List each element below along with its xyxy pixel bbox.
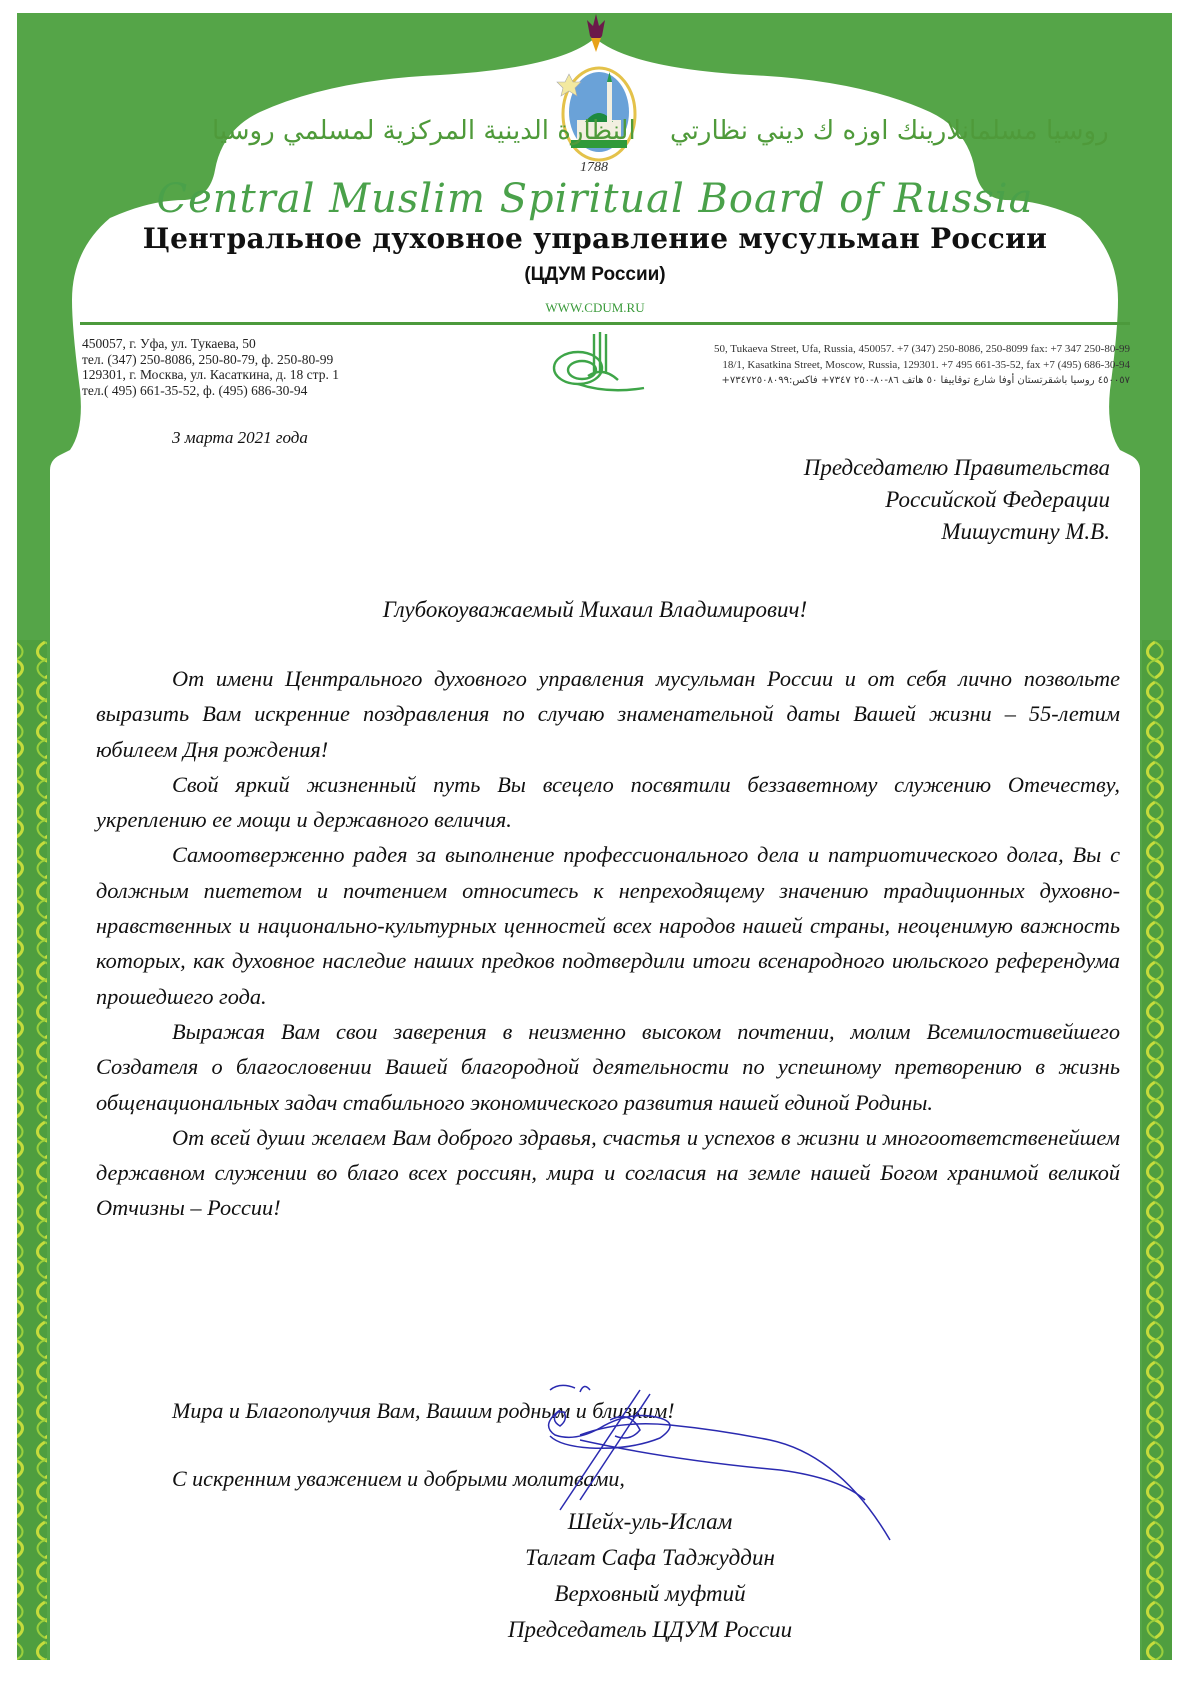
- title-abbreviation: (ЦДУМ России): [524, 264, 666, 285]
- body-paragraph: От имени Центрального духовного управления мусульман России и от себя лично позвольте выразить Вам искренние поздравления по случаю знаменательной даты Вашей жизни – 55-летим юбилеем Дня рождения!: [96, 666, 1120, 762]
- closing-wish: Мира и Благополучия Вам, Вашим родным и близким!: [172, 1398, 675, 1423]
- signatory-name: Талгат Сафа Таджуддин: [525, 1545, 775, 1570]
- founded-year: 1788: [580, 160, 608, 175]
- addressee-line: Российской Федерации: [885, 487, 1110, 512]
- dome-finial-icon: [585, 14, 607, 54]
- body-paragraph: Выражая Вам свои заверения в неизменно высоком почтении, молим Всемилостивейшего Создателя о благословении Вашей благородной деятельности по успешному претворению в жизнь общенациональных задач стабильного экономического развития нашей единой Родины.: [96, 1018, 1120, 1115]
- header-divider: [80, 322, 1130, 325]
- signatory-position: Верховный муфтий: [554, 1581, 746, 1606]
- address-line: 18/1, Kasatkina Street, Moscow, Russia, 129301. +7 495 661-35-52, fax +7 (495) 686-30-94: [722, 358, 1130, 371]
- title-english: Central Muslim Spiritual Board of Russia: [156, 176, 1034, 222]
- signatory-title: Шейх-уль-Ислам: [567, 1509, 733, 1534]
- address-english-arabic: [672, 342, 1130, 389]
- body-paragraph: От всей души желаем Вам доброго здравья, счастья и успехов в жизни и многоответственейшем державном служении во благо всех россиян, мира и согласия на земле нашей Богом хранимой великой Отчизны – России!: [96, 1124, 1120, 1221]
- address-russian: [82, 336, 339, 398]
- address-line: 129301, г. Москва, ул. Касаткина, д. 18 стр. 1: [82, 367, 339, 382]
- addressee-block: [804, 452, 1110, 548]
- body-paragraph: Самоотверженно радея за выполнение профессионального дела и патриотического долга, Вы с должным пиететом и почтением относитесь к непреходящему значению традиционных духовно-нравственных и национально-культурных ценностей всех народов нашей страны, неоценимую важность которых, как духовное наследие наших предков подтвердили итоги всенародного июльского референдума прошедшего года.: [96, 842, 1120, 1009]
- website-link[interactable]: WWW.CDUM.RU: [545, 300, 645, 315]
- closing-phrase: С искренним уважением и добрыми молитвами,: [172, 1466, 625, 1491]
- address-line: тел. (347) 250-8086, 250-80-79, ф. 250-80-99: [82, 351, 334, 367]
- addressee-line: Мишустину М.В.: [941, 519, 1110, 544]
- address-line-arabic: ٤٥٠٠٥٧ روسيا باشقرتستان أوفا شارع توقاييفا ٥٠ هاتف ٨٦-٨٠-٢٥٠ ٧٣٤٧+ فاكس:٧٣٤٧٢٥٠٨٠٩٩+: [721, 375, 1130, 386]
- tughra-calligraphy-icon: [548, 330, 648, 396]
- arabic-title-left: النظارة الدينية المركزية لمسلمي روسيا: [212, 116, 636, 146]
- addressee-line: Председателю Правительства: [803, 455, 1110, 480]
- address-line: тел.( 495) 661-35-52, ф. (495) 686-30-94: [82, 382, 308, 398]
- salutation: Глубокоуважаемый Михаил Владимирович!: [382, 597, 808, 622]
- title-russian: Центральное духовное управление мусульман России: [142, 222, 1048, 255]
- address-line: 450057, г. Уфа, ул. Тукаева, 50: [82, 336, 256, 351]
- signatory-block: [440, 1504, 860, 1648]
- address-line: 50, Tukaeva Street, Ufa, Russia, 450057. +7 (347) 250-8086, 250-8099 fax: +7 347 250-80-99: [713, 343, 1130, 355]
- arabic-title-right: روسيا مسلمانلارينك اوزه ك ديني نظارتي: [670, 116, 1109, 146]
- letter-body: [96, 661, 1120, 1226]
- signatory-organization: Председатель ЦДУМ России: [507, 1617, 793, 1642]
- cdum-emblem-logo: [545, 60, 645, 170]
- letter-date: 3 марта 2021 года: [172, 428, 308, 447]
- body-paragraph: Свой яркий жизненный путь Вы всецело посвятили беззаветному служению Отечеству, укреплению ее мощи и державного величия.: [96, 771, 1120, 833]
